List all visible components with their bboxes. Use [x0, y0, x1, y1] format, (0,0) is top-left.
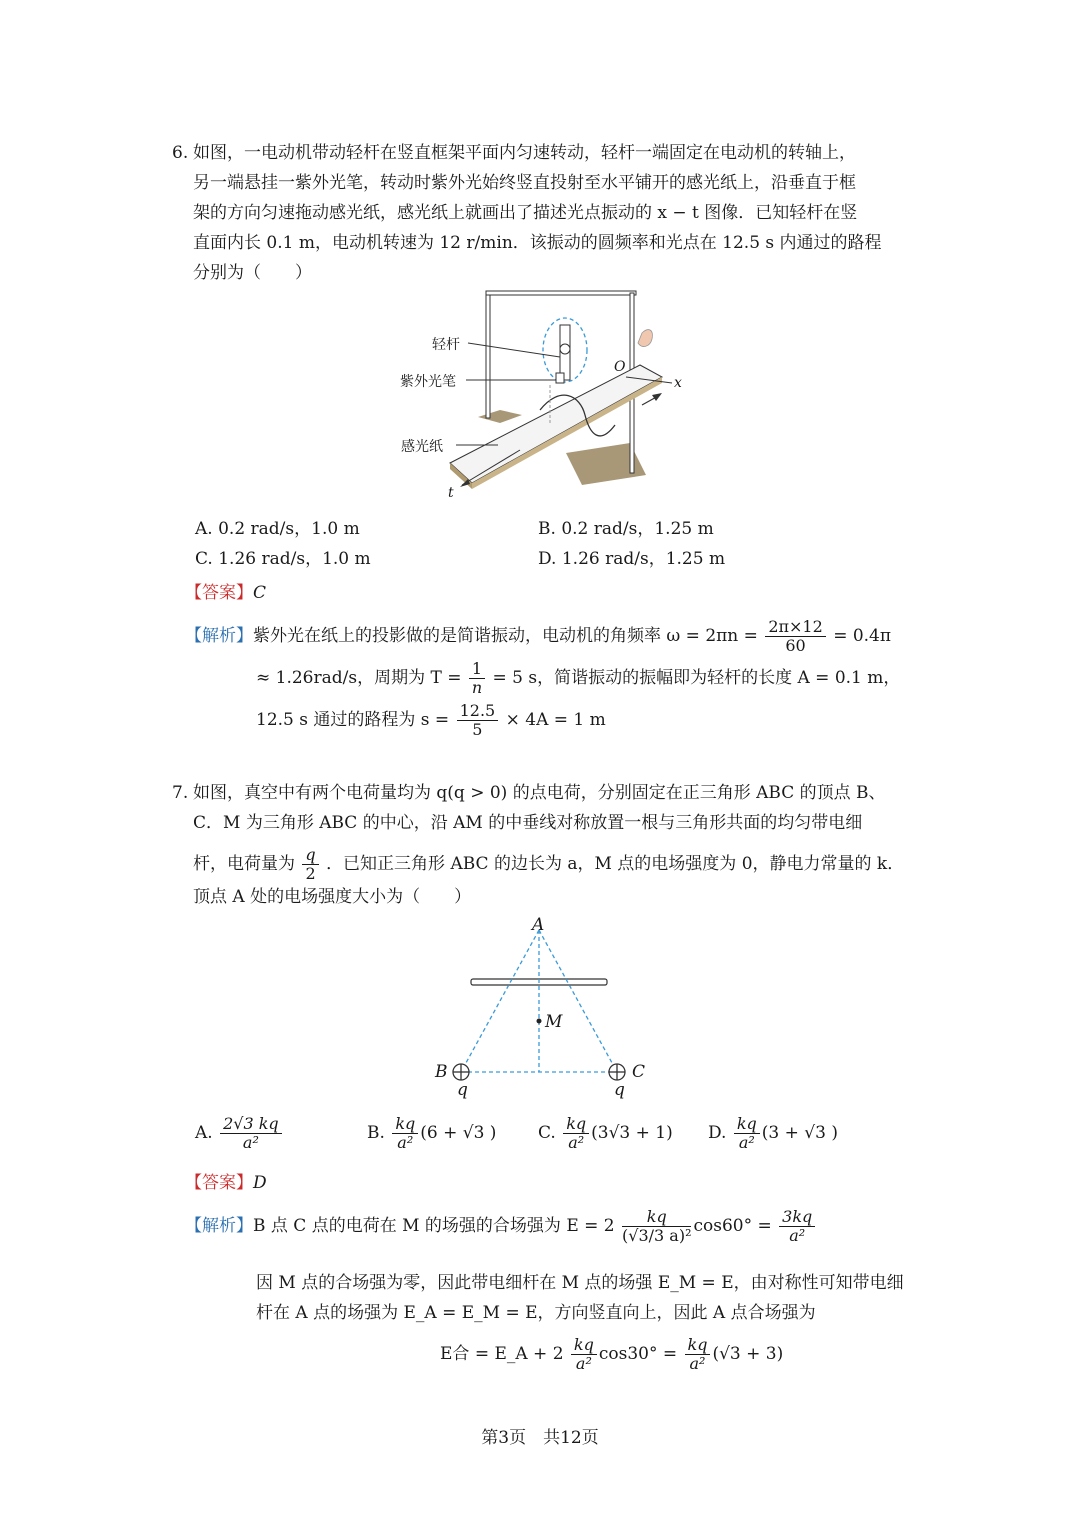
- q7-option-d[interactable]: D. $\frac{kq}{\text{a²}}$ (3 + √3 ): [708, 1114, 838, 1152]
- q7-number: 7.: [172, 783, 189, 803]
- q7-analysis-line-3: 杆在 A 点的场强为 E_A = E_M = E，方向竖直向上，因此 A 点合场强为: [256, 1303, 816, 1323]
- q6-label-paper: 感光纸: [401, 439, 443, 455]
- q6-analysis-line-3: 12.5 s 通过的路程为 s = $\frac{12.5}{5}$ × 4A = 1 m: [256, 701, 606, 739]
- q7-analysis-line-2: 因 M 点的合场强为零，因此带电细杆在 M 点的场强 E_M = E，由对称性可知带电细: [256, 1273, 904, 1293]
- q7-triangle-figure: [430, 915, 660, 1105]
- q7-stem-line-2: C．M 为三角形 ABC 的中心，沿 AM 的中垂线对称放置一根与三角形共面的均匀带电细: [193, 813, 863, 833]
- q6-option-d[interactable]: D. 1.26 rad/s，1.25 m: [538, 549, 726, 569]
- q6-stem-line-5: 分别为（ ）: [193, 263, 312, 283]
- q6-axis-o: O: [614, 359, 626, 375]
- q6-label-rod: 轻杆: [432, 337, 460, 353]
- q6-analysis-line-2: ≈ 1.26rad/s，周期为 T = $\frac{1}{n}$ = 5 s，简谐振动的振幅即为轻杆的长度 A = 0.1 m，: [256, 659, 901, 697]
- q7-option-b[interactable]: B. $\frac{kq}{\text{a²}}$ (6 + √3 ): [367, 1114, 497, 1152]
- q6-stem-line-3: 架的方向匀速拖动感光纸，感光纸上就画出了描述光点振动的 x − t 图像．已知轻杆在竖: [193, 203, 858, 223]
- q6-axis-x: x: [674, 375, 682, 391]
- q6-analysis-line-1: 【解析】紫外光在纸上的投影做的是简谐振动，电动机的角频率 ω = 2πn = $\frac{2\pi\times 12}{60}$ = 0.4π: [185, 617, 892, 655]
- q7-answer: 【答案】D: [185, 1173, 267, 1193]
- q7-label-qc: q: [614, 1080, 625, 1100]
- q6-stem-line-1: 如图，一电动机带动轻杆在竖直框架平面内匀速转动，轻杆一端固定在电动机的转轴上，: [193, 143, 856, 163]
- q7-label-c: C: [632, 1062, 646, 1082]
- q7-analysis-line-1: 【解析】B 点 C 点的电荷在 M 的场强的合场强为 E = 2 $\frac{kq}{\text{(√3/3 a)²}}$ cos60° = $\frac{3kq}{\text{a²}}$: [185, 1208, 817, 1245]
- q7-option-a[interactable]: A. $\frac{2√3 kq}{\text{a²}}$: [195, 1115, 284, 1152]
- q7-label-b: B: [435, 1062, 448, 1082]
- q6-stem-line-4: 直面内长 0.1 m，电动机转速为 12 r/min．该振动的圆频率和光点在 12.5 s 内通过的路程: [193, 233, 882, 253]
- q7-label-a: A: [532, 915, 545, 935]
- q7-label-qb: q: [457, 1080, 468, 1100]
- q6-number: 6.: [172, 143, 189, 163]
- q6-label-pen: 紫外光笔: [400, 374, 456, 390]
- q6-motor-figure: [390, 285, 710, 505]
- page-footer: 第3页 共12页: [481, 1428, 599, 1448]
- q7-label-m: M: [545, 1012, 563, 1032]
- q7-stem-line-4: 顶点 A 处的电场强度大小为（ ）: [193, 887, 472, 907]
- q6-option-c[interactable]: C. 1.26 rad/s，1.0 m: [195, 549, 371, 569]
- q6-answer: 【答案】C: [185, 583, 267, 603]
- q7-analysis-line-4: E合 = E_A + 2 $\frac{kq}{\text{a²}}$ cos30° = $\frac{kq}{\text{a²}}$ (√3 + 3): [440, 1335, 784, 1373]
- q6-option-b[interactable]: B. 0.2 rad/s，1.25 m: [538, 519, 714, 539]
- q7-stem-line-1: 如图，真空中有两个电荷量均为 q(q > 0) 的点电荷，分别固定在正三角形 ABC 的顶点 B、: [193, 783, 886, 803]
- q6-stem-line-2: 另一端悬挂一紫外光笔，转动时紫外光始终竖直投射至水平铺开的感光纸上，沿垂直于框: [193, 173, 856, 193]
- q7-option-c[interactable]: C. $\frac{kq}{\text{a²}}$ (3√3 + 1): [538, 1114, 673, 1152]
- q7-stem-line-3: 杆，电荷量为 $\frac{q}{2}$ ．已知正三角形 ABC 的边长为 a，M 点的电场强度为 0，静电力常量的 k．: [193, 845, 905, 883]
- q6-option-a[interactable]: A. 0.2 rad/s，1.0 m: [195, 519, 360, 539]
- q6-axis-t: t: [448, 485, 454, 501]
